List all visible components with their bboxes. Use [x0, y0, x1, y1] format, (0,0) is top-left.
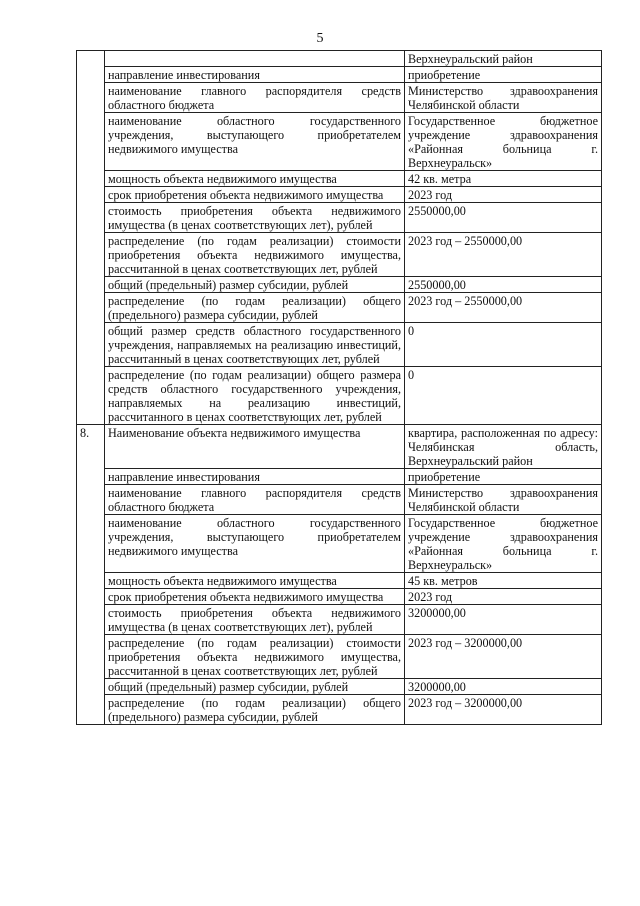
- value-cell: Министерство здравоохранения Челябинской области: [405, 83, 602, 113]
- table-row: [77, 695, 602, 725]
- value-cell: приобретение: [405, 67, 602, 83]
- value-cell: 45 кв. метров: [405, 573, 602, 589]
- table-row: [77, 323, 602, 367]
- table-row: [77, 113, 602, 171]
- value-cell: 2023 год – 2550000,00: [405, 293, 602, 323]
- value-cell: 2023 год – 2550000,00: [405, 233, 602, 277]
- value-cell: Государственное бюджетное учреждение здравоохранения «Районная больница г. Верхнеуральск»: [405, 113, 602, 171]
- label-cell: направление инвестирования: [105, 67, 405, 83]
- object-7-section: [77, 51, 602, 67]
- table-row: [77, 485, 602, 515]
- label-cell: стоимость приобретения объекта недвижимого имущества (в ценах соответствующих лет), рублей: [105, 605, 405, 635]
- table-row: [77, 171, 602, 187]
- page-number: 5: [316, 31, 324, 46]
- table-row: [77, 515, 602, 573]
- row-number-cell: [77, 83, 105, 113]
- value-cell: 2023 год: [405, 187, 602, 203]
- value-cell: 3200000,00: [405, 679, 602, 695]
- value-cell: Верхнеуральский район: [405, 51, 602, 67]
- table-row: [77, 425, 602, 469]
- row-number-cell: 8.: [77, 425, 105, 725]
- value-cell: 3200000,00: [405, 605, 602, 635]
- label-cell: [105, 51, 405, 67]
- row-number-cell: [77, 233, 105, 277]
- row-number-cell: [77, 203, 105, 233]
- row-number-cell: [77, 323, 105, 367]
- table-row: [77, 277, 602, 293]
- table-row: [77, 233, 602, 277]
- investment-table: [76, 50, 602, 725]
- value-cell: 0: [405, 323, 602, 367]
- row-number-cell: [77, 293, 105, 323]
- table-row: [77, 203, 602, 233]
- table-row: [77, 51, 602, 67]
- label-cell: распределение (по годам реализации) стоимости приобретения объекта недвижимого имущества, рассчитанной в ценах соответствующих лет, рублей: [105, 635, 405, 679]
- label-cell: наименование областного государственного учреждения, выступающего приобретателем недвижимого имущества: [105, 113, 405, 171]
- object-7-rows: [77, 67, 602, 425]
- row-number-cell: [77, 187, 105, 203]
- value-cell: 42 кв. метра: [405, 171, 602, 187]
- label-cell: наименование главного распорядителя средств областного бюджета: [105, 83, 405, 113]
- label-cell: общий размер средств областного государственного учреждения, направляемых на реализацию инвестиций, рассчитанный в ценах соответствующих лет, рублей: [105, 323, 405, 367]
- row-number-cell: [77, 367, 105, 425]
- value-cell: Министерство здравоохранения Челябинской области: [405, 485, 602, 515]
- value-cell: 0: [405, 367, 602, 425]
- label-cell: срок приобретения объекта недвижимого имущества: [105, 589, 405, 605]
- value-cell: 2023 год: [405, 589, 602, 605]
- table-row: [77, 367, 602, 425]
- value-cell: квартира, расположенная по адресу: Челябинская область, Верхнеуральский район: [405, 425, 602, 469]
- table-row: [77, 469, 602, 485]
- table-row: [77, 67, 602, 83]
- value-cell: 2023 год – 3200000,00: [405, 695, 602, 725]
- value-cell: 2550000,00: [405, 203, 602, 233]
- table-row: [77, 635, 602, 679]
- label-cell: стоимость приобретения объекта недвижимого имущества (в ценах соответствующих лет), рублей: [105, 203, 405, 233]
- row-number-cell: [77, 171, 105, 187]
- row-number-cell: [77, 277, 105, 293]
- label-cell: общий (предельный) размер субсидии, рублей: [105, 277, 405, 293]
- row-number-cell: [77, 67, 105, 83]
- label-cell: наименование областного государственного учреждения, выступающего приобретателем недвижимого имущества: [105, 515, 405, 573]
- table-row: [77, 679, 602, 695]
- table-row: [77, 83, 602, 113]
- table-row: [77, 293, 602, 323]
- label-cell: наименование главного распорядителя средств областного бюджета: [105, 485, 405, 515]
- label-cell: распределение (по годам реализации) общего (предельного) размера субсидии, рублей: [105, 293, 405, 323]
- table-row: [77, 573, 602, 589]
- object-8-section: [77, 425, 602, 725]
- label-cell: Наименование объекта недвижимого имущества: [105, 425, 405, 469]
- value-cell: приобретение: [405, 469, 602, 485]
- value-cell: 2550000,00: [405, 277, 602, 293]
- label-cell: распределение (по годам реализации) общего (предельного) размера субсидии, рублей: [105, 695, 405, 725]
- row-number-cell: [77, 113, 105, 171]
- label-cell: общий (предельный) размер субсидии, рублей: [105, 679, 405, 695]
- value-cell: Государственное бюджетное учреждение здравоохранения «Районная больница г. Верхнеуральск»: [405, 515, 602, 573]
- label-cell: распределение (по годам реализации) общего размера средств областного государственного учреждения, направляемых на реализацию инвестиций, рассчитанного в ценах соответствующих лет, рублей: [105, 367, 405, 425]
- label-cell: направление инвестирования: [105, 469, 405, 485]
- row-number-cell: [77, 51, 105, 67]
- label-cell: срок приобретения объекта недвижимого имущества: [105, 187, 405, 203]
- table-row: [77, 187, 602, 203]
- label-cell: мощность объекта недвижимого имущества: [105, 573, 405, 589]
- label-cell: распределение (по годам реализации) стоимости приобретения объекта недвижимого имущества, рассчитанной в ценах соответствующих лет, рублей: [105, 233, 405, 277]
- table-row: [77, 589, 602, 605]
- table-row: [77, 605, 602, 635]
- label-cell: мощность объекта недвижимого имущества: [105, 171, 405, 187]
- value-cell: 2023 год – 3200000,00: [405, 635, 602, 679]
